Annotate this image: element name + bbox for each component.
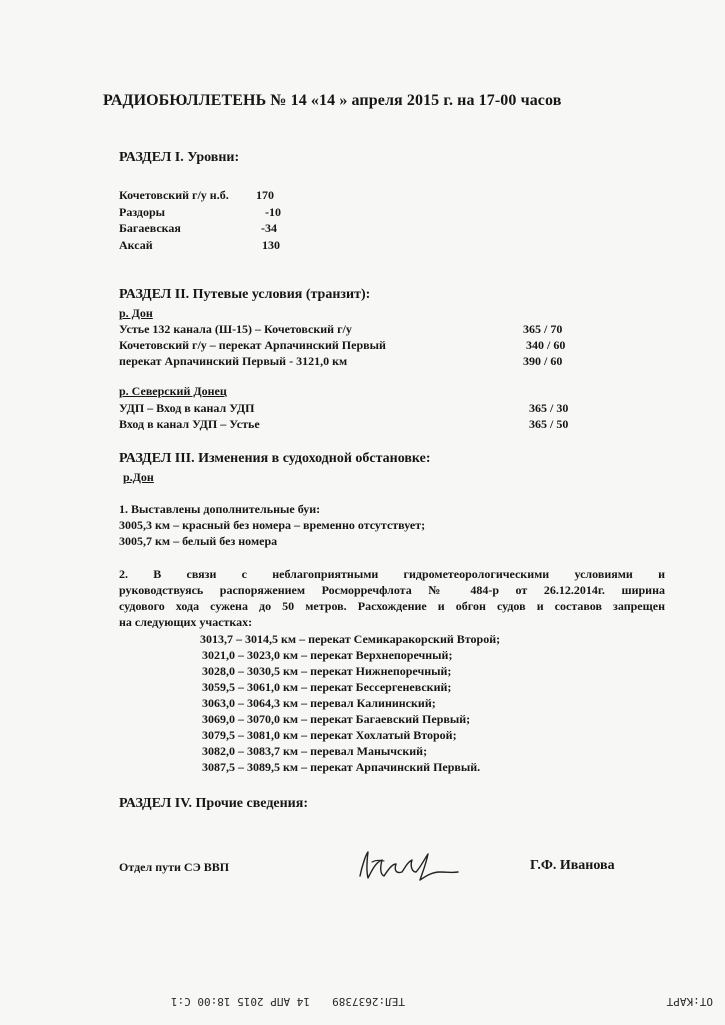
section-4-heading: РАЗДЕЛ IV. Прочие сведения: [119,796,308,811]
level-name: Кочетовский г/у н.б. [119,188,229,202]
paragraph-line: на следующих участках: [119,615,253,629]
restricted-segment: 3082,0 – 3083,7 км – перевал Манычский; [202,744,428,758]
restricted-segment: 3021,0 – 3023,0 км – перекат Верхнепоречный; [202,648,453,662]
route-value: 365 / 50 [529,417,569,431]
river-name-don: р.Дон [123,470,154,484]
level-name: Раздоры [119,205,166,219]
restricted-segment: 3079,5 – 3081,0 км – перекат Хохлатый Второй; [202,728,457,742]
bulletin-title: РАДИОБЮЛЛЕТЕНЬ № 14 «14 » апреля 2015 г. на 17-00 часов [103,92,562,109]
level-name: Аксай [119,238,153,252]
route-value: 390 / 60 [523,354,563,368]
fax-datetime: 14 АПР 2015 18:00 C:1 [170,995,310,1008]
item-1-title: 1. Выставлены дополнительные буи: [119,502,321,516]
item-2-paragraph [119,566,665,630]
handwritten-signature [352,846,462,891]
level-value: 130 [262,238,280,252]
level-name: Багаевская [119,221,181,235]
buoy-line: 3005,7 км – белый без номера [119,534,278,548]
level-value: 170 [256,188,274,202]
level-value: -10 [265,205,281,219]
restricted-segment: 3063,0 – 3064,3 км – перевал Калининский; [202,696,436,710]
restricted-segment: 3013,7 – 3014,5 км – перекат Семикаракорский Второй; [200,632,501,646]
section-2-heading: РАЗДЕЛ II. Путевые условия (транзит): [119,287,371,302]
restricted-segment: 3069,0 – 3070,0 км – перекат Багаевский Первый; [202,712,471,726]
route-name: Устье 132 канала (Ш-15) – Кочетовский г/у [119,322,352,336]
fax-sender: OT:KAPT [666,995,713,1008]
route-name: Кочетовский г/у – перекат Арпачинский Первый [119,338,386,352]
paragraph-line: судового хода сужена до 50 метров. Расхождение и обгон судов и составов запрещен [119,599,665,613]
department-name: Отдел пути СЭ ВВП [119,860,230,874]
signer-name: Г.Ф. Иванова [530,858,615,873]
fax-phone: TEЛ:2637389 [332,995,405,1008]
restricted-segment: 3059,5 – 3061,0 км – перекат Бессергеневский; [202,680,452,694]
route-name: перекат Арпачинский Первый - 3121,0 км [119,354,348,368]
river-name-seversky-donets: р. Северский Донец [119,384,227,398]
restricted-segment: 3087,5 – 3089,5 км – перекат Арпачинский Первый. [202,760,481,774]
restricted-segment: 3028,0 – 3030,5 км – перекат Нижнепоречный; [202,664,452,678]
route-value: 365 / 30 [529,401,569,415]
section-1-heading: РАЗДЕЛ I. Уровни: [119,150,240,165]
fax-header-line [0,992,725,1008]
paragraph-line: 2. В связи с неблагоприятными гидрометеорологическими условиями и [119,567,665,581]
level-value: -34 [261,221,277,235]
paragraph-line: руководствуясь распоряжением Росморречфлота № 484-р от 26.12.2014г. ширина [119,583,665,597]
route-value: 365 / 70 [523,322,563,336]
section-3-heading: РАЗДЕЛ III. Изменения в судоходной обстановке: [119,451,431,466]
route-value: 340 / 60 [526,338,566,352]
route-name: УДП – Вход в канал УДП [119,401,255,415]
buoy-line: 3005,3 км – красный без номера – временно отсутствует; [119,518,426,532]
river-name-don: р. Дон [119,306,153,320]
route-name: Вход в канал УДП – Устье [119,417,260,431]
